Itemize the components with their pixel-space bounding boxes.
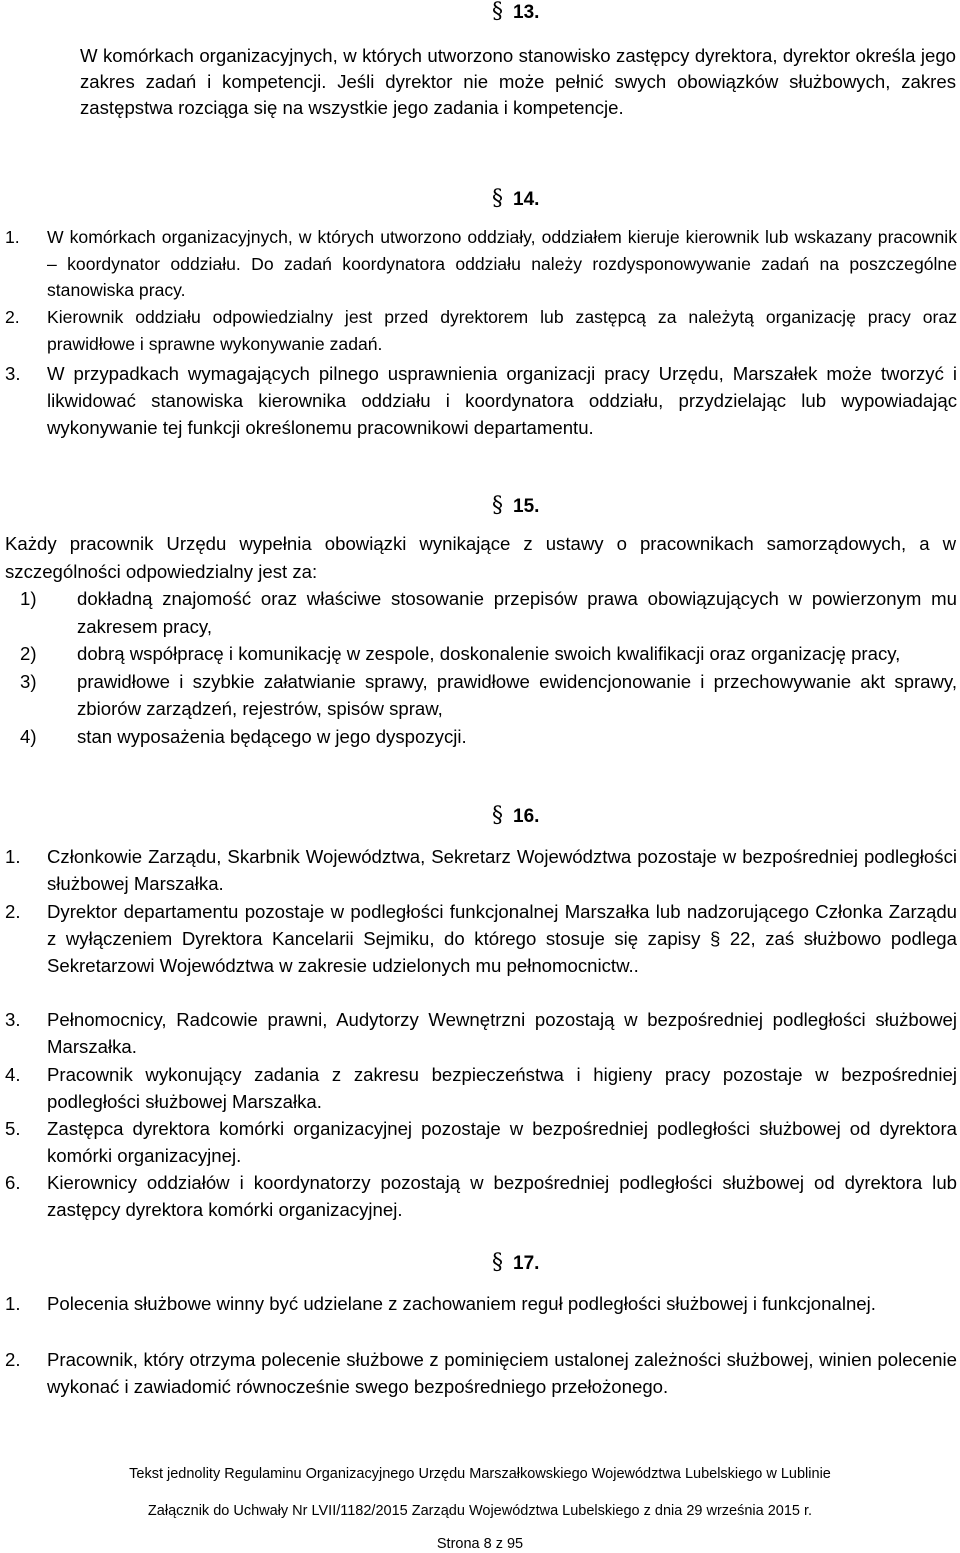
section-heading-16 — [492, 804, 539, 829]
section-16-item — [0, 898, 957, 980]
section-16-item — [0, 1006, 957, 1060]
section-mark: § — [492, 1250, 503, 1275]
section-15-list — [0, 585, 957, 751]
item-number: 1. — [5, 1293, 21, 1314]
section-number: 16. — [513, 806, 540, 827]
section-16-item — [0, 1169, 957, 1223]
item-text: Dyrektor departamentu pozostaje w podległości funkcjonalnej Marszałka lub nadzorującego Członka Zarządu z wyłączeniem Dyrektora Kancelarii Sejmiku, do którego stosuje się zapisy § 22, zaś służbowo podlega Sekretarzowi Województwa w zakresie udzielonych mu pełnomocnictw.. — [47, 901, 957, 977]
list-item — [0, 585, 957, 640]
list-item — [0, 723, 957, 751]
list-item — [0, 640, 957, 668]
item-text: Pracownik, który otrzyma polecenie służbowe z pominięciem ustalonej zależności służbowej, winien polecenie wykonać i zawiadomić równocześnie swego bezpośredniego przełożonego. — [47, 1349, 957, 1398]
item-number: 4) — [20, 725, 37, 747]
item-number: 4. — [5, 1064, 21, 1085]
item-number: 2. — [5, 307, 20, 327]
item-number: 3. — [5, 1009, 21, 1030]
item-text: W komórkach organizacyjnych, w których utworzono oddziały, oddziałem kieruje kierownik lub wskazany pracownik – koordynator oddziału. Do zadań koordynatora oddziału należy rozdysponowywanie zadań na poszczególne stanowiska pracy. — [47, 227, 957, 300]
item-text: Kierownicy oddziałów i koordynatorzy pozostają w bezpośredniej podległości służbowej od dyrektora lub zastępcy dyrektora komórki organizacyjnej. — [47, 1172, 957, 1221]
list-item — [0, 668, 957, 723]
item-text: stan wyposażenia będącego w jego dyspozycji. — [77, 725, 467, 747]
section-number: 15. — [513, 496, 540, 517]
section-number: 13. — [513, 2, 540, 23]
section-14-item — [0, 304, 957, 357]
item-text: Członkowie Zarządu, Skarbnik Województwa, Sekretarz Województwa pozostaje w bezpośredniej podległości służbowej Marszałka. — [47, 846, 957, 895]
item-number: 1. — [5, 846, 21, 867]
footer-resolution: Załącznik do Uchwały Nr LVII/1182/2015 Zarządu Województwa Lubelskiego z dnia 29 września 2015 r. — [147, 1503, 813, 1519]
section-14-item — [0, 224, 957, 304]
item-text: dobrą współpracę i komunikację w zespole, doskonalenie swoich kwalifikacji oraz organizację pracy, — [77, 643, 901, 665]
item-number: 3. — [5, 363, 21, 384]
section-number: 17. — [513, 1253, 540, 1274]
section-14-item — [0, 360, 957, 442]
item-text: dokładną znajomość oraz właściwe stosowanie przepisów prawa obowiązujących w powierzonym mu zakresem pracy, — [77, 588, 957, 637]
section-heading-13 — [492, 0, 539, 25]
section-16-item — [0, 843, 957, 897]
section-number: 14. — [513, 189, 540, 210]
section-heading-15 — [492, 494, 539, 519]
item-number: 1) — [20, 588, 37, 609]
section-heading-17 — [492, 1251, 539, 1276]
item-number: 2. — [5, 901, 21, 922]
item-text: prawidłowe i szybkie załatwianie sprawy, prawidłowe ewidencjonowanie i przechowywanie akt sprawy, zbiorów zarządzeń, rejestrów, spisów spraw, — [77, 670, 957, 720]
item-text: Zastępca dyrektora komórki organizacyjnej pozostaje w bezpośredniej podległości służbowej od dyrektora komórki organizacyjnej. — [47, 1118, 957, 1167]
page-number: Strona 8 z 95 — [436, 1536, 524, 1552]
item-text: Pracownik wykonujący zadania z zakresu bezpieczeństwa i higieny pracy pozostaje w bezpośredniej podległości służbowej Marszałka. — [47, 1064, 957, 1113]
item-number: 5. — [5, 1118, 21, 1139]
section-mark: § — [492, 0, 503, 24]
section-heading-14 — [492, 187, 539, 212]
item-number: 2) — [20, 643, 37, 665]
footer-document-title: Tekst jednolity Regulaminu Organizacyjnego Urzędu Marszałkowskiego Województwa Lubelskiego w Lublinie — [129, 1466, 831, 1482]
item-number: 3) — [20, 670, 37, 692]
section-13-text: W komórkach organizacyjnych, w których utworzono stanowisko zastępcy dyrektora, dyrektor określa jego zakres zadań i kompetencji. Jeśli dyrektor nie może pełnić swych obowiązków służbowych, zakres zastępstwa rozciąga się na wszystkie jego zadania i kompetencje. — [80, 45, 956, 118]
section-16-item — [0, 1115, 957, 1169]
item-number: 1. — [5, 227, 20, 247]
item-number: 6. — [5, 1172, 21, 1193]
section-16-item — [0, 1061, 957, 1115]
section-mark: § — [492, 186, 503, 211]
item-text: Polecenia służbowe winny być udzielane z zachowaniem reguł podległości służbowej i funkcjonalnej. — [47, 1293, 876, 1314]
item-text: Pełnomocnicy, Radcowie prawni, Audytorzy Wewnętrzni pozostają w bezpośredniej podległości służbowej Marszałka. — [47, 1009, 957, 1058]
item-number: 2. — [5, 1349, 21, 1370]
section-mark: § — [492, 493, 503, 518]
section-15-intro: Każdy pracownik Urzędu wypełnia obowiązki wynikające z ustawy o pracownikach samorządowych, a w szczególności odpowiedzialny jest za: — [5, 533, 956, 582]
item-text: Kierownik oddziału odpowiedzialny jest przed dyrektorem lub zastępcą za należytą organizację pracy oraz prawidłowe i sprawne wykonywanie zadań. — [47, 307, 957, 354]
section-17-item — [0, 1290, 957, 1317]
section-mark: § — [492, 803, 503, 828]
item-text: W przypadkach wymagających pilnego usprawnienia organizacji pracy Urzędu, Marszałek może tworzyć i likwidować stanowiska kierownika oddziału i koordynatora oddziału, przydzielając lub wypowiadając wykonywanie tej funkcji określonemu pracownikowi departamentu. — [47, 363, 957, 439]
section-17-item — [0, 1346, 957, 1400]
